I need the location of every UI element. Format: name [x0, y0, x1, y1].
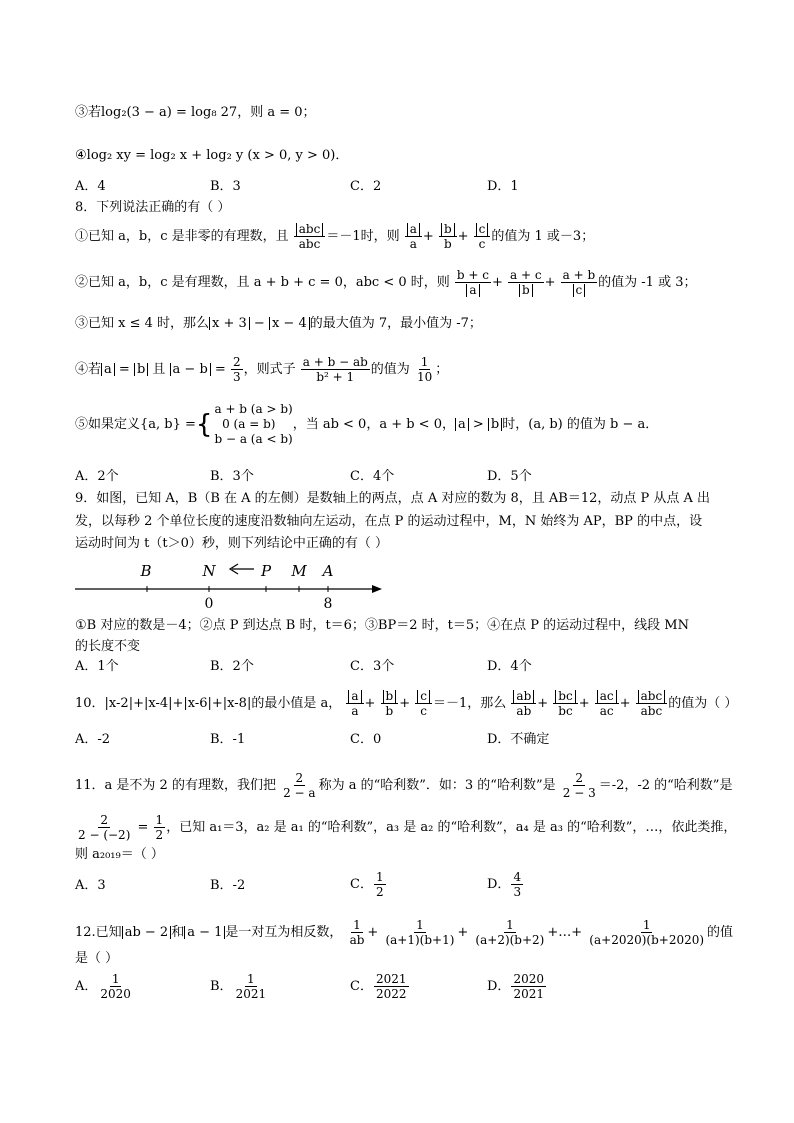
q9-line1: 9．如图，已知 A，B（B 在 A 的左侧）是数轴上的两点，点 A 对应的数为 8，且 AB＝12，动点 P 从点 A 出 [75, 491, 711, 506]
q12-line2: 是（ ） [75, 951, 119, 966]
q10-option-a: A．-2 [75, 732, 111, 747]
q7-item3: ③若log₂(3 − a) = log₈ 27，则 a = 0； [75, 105, 316, 120]
q12-option-a: A． $\frac{1}{2020}$ [75, 972, 131, 1001]
q7-option-b: B．3 [210, 179, 241, 194]
q7-option-c: C．2 [350, 179, 382, 194]
q8-option-a: A．2个 [75, 469, 119, 484]
q9-option-a: A．1个 [75, 659, 119, 674]
q9-option-c: C．3个 [350, 659, 395, 674]
q8-option-c: C．4个 [350, 469, 395, 484]
q11-option-b: B．-2 [210, 878, 246, 893]
q11-option-a: A．3 [75, 878, 106, 893]
q7-option-d: D．1 [487, 179, 519, 194]
q10-option-b: B．-1 [210, 732, 246, 747]
q11-line3: 则 a₂₀₁₉＝（ ） [75, 847, 164, 862]
q8-item5: ⑤如果定义{a, b} ={ a + b (a > b) 0 (a = b) b − a (a < b) ，当 ab < 0，a + b < 0， a > b 时，(a, b) 的值为 b − a． [75, 402, 659, 446]
q9-line3: 运动时间为 t（t＞0）秒，则下列结论中正确的有（ ） [75, 536, 388, 551]
axis-label-m: M [291, 562, 307, 580]
q11-option-d: D． $\frac{4}{3}$ [487, 870, 522, 899]
axis-label-a: A [322, 562, 334, 580]
q8-item2: ②已知 a，b，c 是有理数，且 a + b + c = 0，abc < 0 时，则 $\frac{b + c}{a}$ + $\frac{a + c}{b}$ + $\frac{a + b}{c}$ 的值为 -1 或 3； [75, 268, 697, 297]
q12-option-c: C． $\frac{2021}{2022}$ [350, 972, 407, 1001]
q8-stem: 8．下列说法正确的有（ ） [75, 200, 231, 215]
q9-option-b: B．2个 [210, 659, 254, 674]
q7-item4: ④log₂ xy = log₂ x + log₂ y (x > 0, y > 0)． [75, 148, 349, 163]
q9-line2: 发，以每秒 2 个单位长度的速度沿数轴向左运动，在点 P 的运动过程中，M，N 始终为 AP，BP 的中点，设 [75, 514, 703, 529]
q9-statements-2: 的长度不变 [75, 639, 141, 654]
q10-option-c: C．0 [350, 732, 382, 747]
q8-item1: ①已知 a，b，c 是非零的有理数，且 abc abc ＝－1时，则 $\frac{a}{a}$ + $\frac{b}{b}$ + $\frac{c}{c}$ 的值为 1 或－3； [75, 222, 595, 251]
q8-option-b: B．3个 [210, 469, 254, 484]
q11-option-c: C． $\frac{1}{2}$ [350, 870, 384, 899]
q10-stem: 10．|x-2|+|x-4|+|x-6|+|x-8|的最小值是 a， $\frac{a}{a}$ + $\frac{b}{b}$ + $\frac{c}{c}$ ＝－1，那么 $\frac{ab}{ab}$ + $\frac{bc}{bc}$ + $\frac{ac}{ac}$ + abc abc 的值为（ ） [75, 689, 738, 718]
q7-option-a: A．4 [75, 179, 106, 194]
q11-line1: 11．a 是不为 2 的有理数，我们把 $\frac{2}{2 - a}$ 称为 a 的“哈利数”．如：3 的“哈利数”是 $\frac{2}{2 - 3}$ ＝-2，-2 的“哈利数”是 [75, 771, 733, 800]
q8-item4: ④若 a = b 且 a − b = $\frac{2}{3}$ ，则式子 $\frac{a + b - ab}{\text{b² + 1}}$ 的值为 $\frac{1}{10}$ ； [75, 355, 449, 384]
axis-label-p: P [260, 562, 272, 580]
q10-option-d: D．不确定 [487, 732, 550, 747]
number-line-figure [70, 556, 390, 614]
q12-option-b: B． $\frac{1}{2021}$ [210, 972, 267, 1001]
axis-number-0: 0 [204, 596, 214, 612]
left-arrow-icon [230, 564, 254, 574]
q11-line2: $\frac{2}{2 - (-2)}$ = $\frac{1}{2}$ ，已知 a₁＝3，a₂ 是 a₁ 的“哈利数”，a₃ 是 a₂ 的“哈利数”，a₄ 是 a₃ 的“哈利数”，…，依此类推， [78, 813, 737, 842]
q9-statements-1: ①B 对应的数是－4；②点 P 到达点 B 时，t＝6；③BP＝2 时，t＝5；④在点 P 的运动过程中，线段 MN [75, 618, 689, 633]
axis-number-8: 8 [323, 596, 333, 612]
q9-option-d: D．4个 [487, 659, 532, 674]
q8-option-d: D．5个 [487, 469, 532, 484]
q12-stem: 12.已知 ab − 2 和 a − 1 是一对互为相反数， $\frac{1}{ab}$ + $\frac{1}{(a+1)(b+1)}$ + $\frac{1}{(a+2)(b+2)}$ +…+ $\frac{1}{(a+2020)(b+2020)}$ 的值 [75, 918, 734, 947]
q8-item3: ③已知 x ≤ 4 时，那么 x + 3 − x − 4 的最大值为 7，最小值为 -7； [75, 316, 482, 331]
axis-label-n: N [202, 562, 216, 580]
axis-label-b: B [140, 562, 152, 580]
q12-option-d: D． $\frac{2020}{2021}$ [487, 972, 544, 1001]
